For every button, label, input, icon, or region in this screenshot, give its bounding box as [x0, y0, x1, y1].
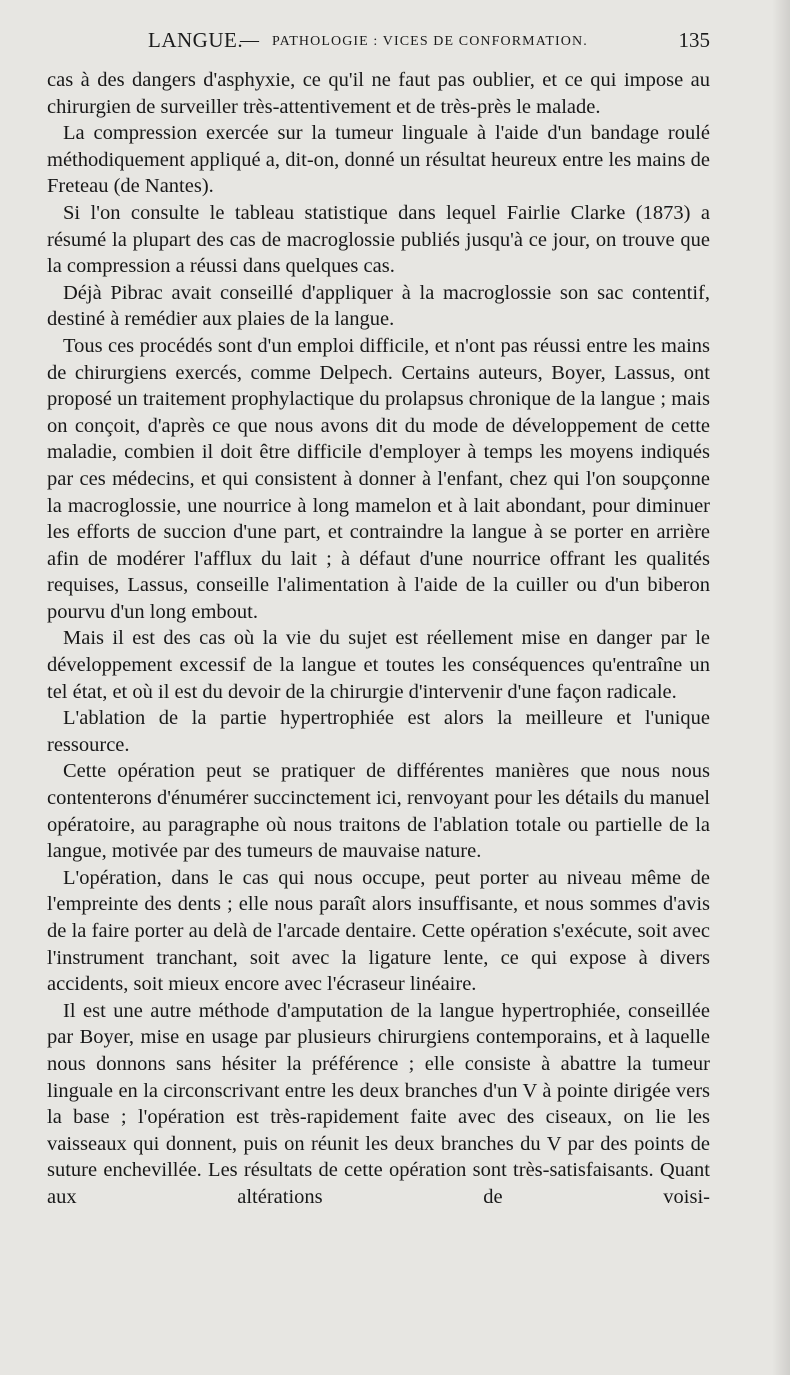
running-header [148, 26, 714, 60]
paragraph: Cette opération peut se pratiquer de différentes manières que nous nous contenterons d'énumérer succinctement ici, renvoyant pour les détails du manuel opératoire, au paragraphe où nous traitons de l'ablation totale ou partielle de la langue, motivée par des tumeurs de mauvaise nature. [47, 760, 710, 863]
page-number: 135 [678, 28, 710, 52]
paragraph: Déjà Pibrac avait conseillé d'appliquer à la macroglossie son sac contentif, destiné à remédier aux plaies de la langue. [47, 281, 710, 331]
header-section: PATHOLOGIE : VICES DE CONFORMATION. [272, 34, 588, 49]
body-text [47, 67, 710, 1211]
header-dash: — [240, 30, 259, 51]
paragraph: Si l'on consulte le tableau statistique dans lequel Fairlie Clarke (1873) a résumé la plupart des cas de macroglossie publiés jusqu'à ce jour, on trouve que la compression a réussi dans quelques cas. [47, 201, 710, 278]
paragraph: Tous ces procédés sont d'un emploi difficile, et n'ont pas réussi entre les mains de chirurgiens exercés, comme Delpech. Certains auteurs, Boyer, Lassus, ont proposé un traitement prophylactique du prolapsus chronique de la langue ; mais on conçoit, d'après ce que nous avons dit du mode de développement de cette maladie, combien il doit être difficile d'employer à temps les moyens indiqués par ces médecins, et qui consistent à donner à l'enfant, chez qui l'on soupçonne la macroglossie, une nourrice à long mamelon et à lait abondant, pour diminuer les efforts de succion d'une part, et contraindre la langue à se porter en arrière afin de modérer l'afflux du lait ; à défaut d'une nourrice offrant les qualités requises, Lassus, conseille l'alimentation à l'aide de la cuiller ou d'un biberon pourvu d'un long embout. [47, 334, 710, 623]
paragraph: La compression exercée sur la tumeur linguale à l'aide d'un bandage roulé méthodiquement appliqué a, dit-on, donné un résultat heureux entre les mains de Freteau (de Nantes). [47, 122, 710, 198]
paragraph: Il est une autre méthode d'amputation de la langue hypertrophiée, conseillée par Boyer, mise en usage par plusieurs chirurgiens contemporains, et à laquelle nous donnons sans hésiter la préférence ; elle consiste à abattre la tumeur linguale en la circonscrivant entre les deux branches d'un V à pointe dirigée vers la base ; l'opération est très-rapidement faite avec des ciseaux, on lie les vaisseaux qui donnent, puis on réunit les deux branches du V par des points de suture enchevillée. Les résultats de cette opération sont très-satisfaisants. Quant aux altérations de voisi- [47, 999, 710, 1208]
paragraph: Mais il est des cas où la vie du sujet est réellement mise en danger par le développement excessif de la langue et toutes les conséquences qu'entraîne un tel état, et où il est du devoir de la chirurgie d'intervenir d'une façon radicale. [47, 627, 710, 703]
paragraph: cas à des dangers d'asphyxie, ce qu'il ne faut pas oublier, et ce qui impose au chirurgien de surveiller très-attentivement et de très-près le malade. [47, 69, 710, 118]
paragraph: L'opération, dans le cas qui nous occupe, peut porter au niveau même de l'empreinte des dents ; elle nous paraît alors insuffisante, et nous sommes d'avis de la faire porter au delà de l'arcade dentaire. Cette opération s'exécute, soit avec l'instrument tranchant, soit avec la ligature lente, ce qui expose à divers accidents, soit mieux encore avec l'écraseur linéaire. [47, 866, 710, 996]
header-title: LANGUE. [148, 28, 244, 52]
paragraph: L'ablation de la partie hypertrophiée est alors la meilleure et l'unique ressource. [47, 707, 710, 756]
page-edge-shadow [772, 0, 790, 1375]
